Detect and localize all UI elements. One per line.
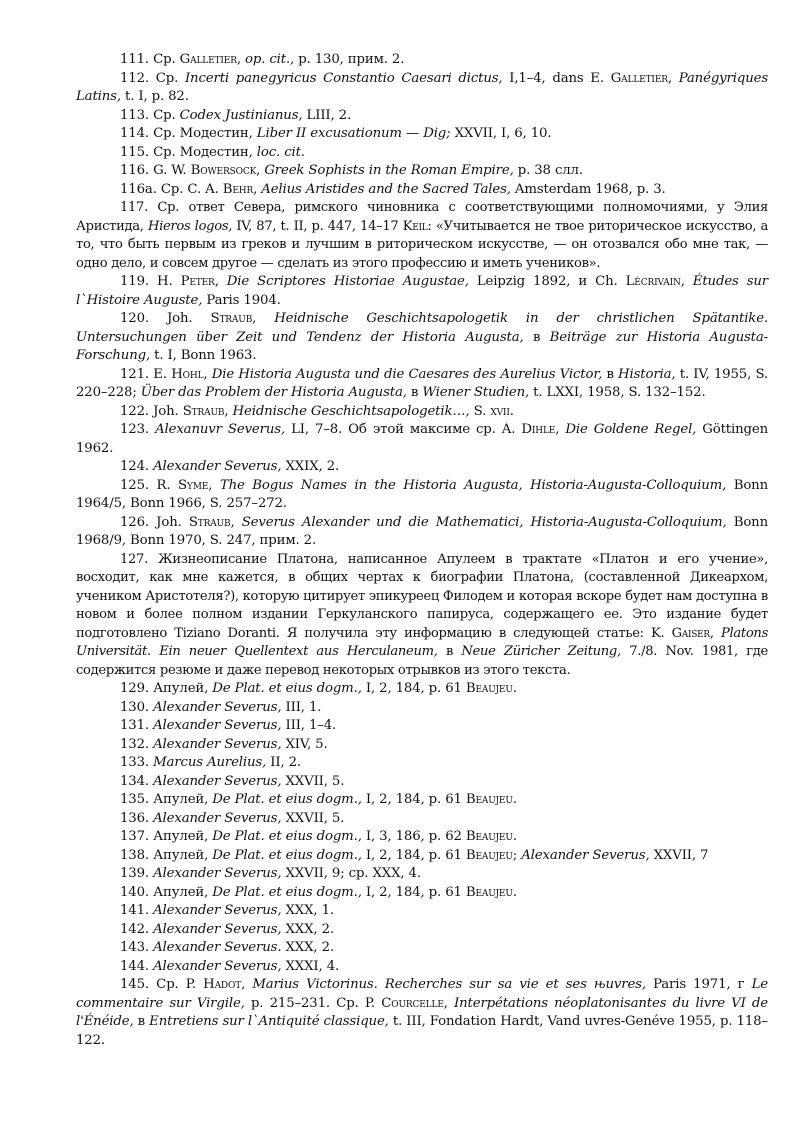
footnote-text: S.	[469, 403, 491, 419]
footnote-text: Göttingen 1962.	[76, 422, 769, 456]
footnote-text: ,	[555, 422, 566, 437]
italic-title: Incerti panegyricus Constantio Caesari dictus,	[184, 70, 503, 86]
italic-title: Alexander Severus,	[153, 773, 282, 789]
footnote-text: I, 2, 184, p. 61	[361, 792, 466, 807]
author-name: Hohl	[171, 366, 204, 382]
footnote-text: в	[406, 385, 423, 400]
footnote-text: Ср. Модестин,	[153, 144, 257, 160]
italic-title: Interpétations néoplatonisantes du livre VI de l'Énéide,	[76, 995, 769, 1029]
author-name: Straub	[182, 403, 225, 419]
footnote-text: XXX, 1.	[281, 903, 334, 918]
footnote-number: 113.	[120, 107, 150, 123]
footnote-text: ,	[443, 995, 455, 1011]
italic-title: Alexander Severus,	[153, 921, 282, 937]
footnote-text: t. I, Bonn 1963.	[150, 348, 257, 363]
italic-title: Historia,	[618, 366, 676, 382]
footnote-119	[76, 273, 768, 310]
footnote-text: t. I, p. 82.	[120, 89, 189, 104]
footnote-129	[76, 680, 768, 699]
footnote-138	[76, 847, 768, 866]
footnote-number: 143.	[120, 940, 150, 955]
italic-title: Alexander Severus,	[153, 736, 282, 752]
footnote-text: : «Учитывается не твое риторическое искусство, а то, что быть первым из греков и лучшим в риторическом искусстве, — он отозвался обо мне так, — одно дело, и совсем другое — сделать из этого профессию и иметь учеников».	[76, 218, 768, 271]
italic-title: Heidnische Geschichtsapologetik…,	[232, 403, 470, 419]
italic-title: Entretiens sur l`Antiquité classique,	[149, 1014, 389, 1029]
italic-title: Die Historia Augusta und die Caesares des Aurelius Victor,	[211, 366, 603, 382]
italic-title: Wiener Studien,	[422, 385, 530, 400]
footnote-text: ,	[230, 514, 242, 530]
footnote-text: I, 2, 184, p. 61	[361, 884, 466, 900]
footnote-116a	[76, 181, 768, 200]
author-name: Beaujeu	[465, 884, 513, 900]
footnote-text: ,	[236, 52, 245, 67]
italic-title: Liber II excusationum — Dig;	[256, 126, 451, 141]
footnote-number: 140.	[120, 884, 150, 900]
footnote-number: 121.	[120, 366, 150, 382]
footnote-number: 124.	[120, 459, 150, 474]
footnote-text: Bonn 1968/9, Bonn 1970, S. 247, прим. 2.	[76, 514, 769, 548]
footnote-text: Bonn 1964/5, Bonn 1966, S. 257–272.	[76, 477, 769, 511]
footnote-text: t. III, Fondation Hardt, Vand uvres-Genéve 1955, p. 118–122.	[76, 1014, 768, 1048]
footnote-text: Ср.	[153, 52, 180, 67]
footnote-text: p. 38 слл.	[513, 163, 583, 178]
footnote-text: Апулей,	[153, 847, 213, 863]
footnote-text: R.	[156, 477, 179, 493]
footnote-text: Апулей,	[153, 681, 213, 696]
footnote-text: II, 2.	[266, 755, 301, 770]
footnote-number: 111.	[120, 52, 150, 67]
author-name: Beaujeu	[465, 847, 513, 863]
footnote-text: t. IV, 1955, S. 220–228;	[76, 366, 769, 400]
footnote-number: 126.	[120, 514, 150, 530]
footnote-text: Joh.	[156, 514, 189, 530]
italic-title: Die Goldene Regel,	[565, 422, 697, 437]
footnote-130	[76, 699, 768, 718]
footnote-number: 145.	[120, 977, 150, 992]
footnote-136	[76, 810, 768, 829]
footnote-text: Ср. C. A.	[160, 181, 223, 197]
italic-title: Alexander Severus,	[153, 459, 282, 474]
footnote-135	[76, 791, 768, 810]
footnote-113	[76, 107, 768, 126]
italic-title: De Plat. et eius dogm.,	[212, 884, 362, 900]
italic-title: Heidnische Geschichtsapologetik in der christlichen Spätantike. Untersuchungen über Zeit und Tendenz der Historia Augusta,	[76, 311, 769, 345]
footnote-number: 144.	[120, 958, 150, 974]
footnote-111	[76, 51, 768, 70]
footnote-text: p. 130, прим. 2.	[294, 52, 405, 67]
footnote-125	[76, 477, 768, 514]
footnote-number: 122.	[120, 403, 150, 419]
italic-title: Platons Universität. Ein neuer Quellentext aus Herculaneum,	[76, 625, 768, 659]
footnote-number: 129.	[120, 681, 150, 696]
footnote-text: ,	[252, 311, 275, 326]
footnote-number: 117.	[120, 200, 148, 215]
italic-title: Le commentaire sur Virgile,	[76, 977, 769, 1011]
author-name: Galletier	[179, 52, 237, 67]
footnote-121	[76, 366, 768, 403]
author-name: Beaujeu	[465, 681, 513, 696]
footnote-145	[76, 976, 768, 1050]
italic-title: Severus Alexander und die Mathematici, Historia-Augusta-Colloquium,	[241, 514, 727, 530]
footnote-number: 112.	[120, 70, 150, 86]
footnote-text: III, 1.	[281, 699, 322, 715]
footnote-text: Joh.	[153, 403, 183, 419]
footnote-text: .	[509, 403, 514, 419]
footnote-text: ,	[203, 366, 212, 382]
italic-title: Alexander Severus,	[521, 847, 650, 863]
footnote-text: ,	[709, 625, 721, 641]
footnote-text: .	[512, 884, 517, 900]
footnote-137	[76, 828, 768, 847]
footnote-114	[76, 125, 768, 144]
footnote-144	[76, 958, 768, 977]
footnote-text: Joh.	[166, 311, 211, 326]
footnote-text: .	[512, 792, 517, 807]
footnote-number: 123.	[120, 422, 150, 437]
footnote-text: XXVII, 9; ср. XXX, 4.	[281, 866, 421, 881]
footnote-126	[76, 514, 768, 551]
italic-title: De Plat. et eius dogm.,	[212, 792, 362, 807]
footnote-text: ,	[241, 977, 253, 992]
footnote-text: G. W.	[153, 163, 191, 178]
footnote-142	[76, 921, 768, 940]
footnote-text: Апулей,	[153, 829, 213, 844]
footnote-text: Апулей,	[153, 884, 213, 900]
footnote-text: Amsterdam 1968, p. 3.	[510, 181, 666, 197]
author-name: Keil	[402, 218, 428, 234]
footnote-number: 136.	[120, 810, 150, 826]
footnote-number: 115.	[120, 144, 150, 160]
footnote-text: XXX, 2.	[281, 940, 334, 955]
footnote-text: ,	[253, 181, 262, 197]
footnote-number: 125.	[120, 477, 150, 493]
footnote-text: XXVII, 7	[649, 847, 709, 863]
footnote-123	[76, 421, 768, 458]
italic-title: Alexanuvr Severus,	[155, 422, 286, 437]
footnote-text: XXX, 2.	[281, 921, 334, 937]
footnote-text: Paris 1971, г	[645, 977, 752, 992]
footnote-text: ,	[667, 70, 679, 86]
footnote-number: 130.	[120, 699, 150, 715]
italic-title: De Plat. et eius dogm.,	[212, 847, 362, 863]
footnote-140	[76, 884, 768, 903]
footnote-text: Ср. Модестин,	[153, 126, 257, 141]
footnote-number: 132.	[120, 736, 150, 752]
footnote-number: 138.	[120, 847, 150, 863]
footnote-text: в	[523, 329, 550, 345]
footnote-text: III, 1–4.	[281, 718, 337, 733]
footnote-text: XXIX, 2.	[281, 459, 340, 474]
footnote-115	[76, 144, 768, 163]
footnote-text: XXVII, 5.	[281, 773, 345, 789]
footnote-text: E.	[153, 366, 172, 382]
footnote-text: ;	[512, 847, 522, 863]
italic-title: Marius Victorinus. Recherches sur sa vie et ses њuvres,	[252, 977, 646, 992]
italic-title: Aelius Aristides and the Sacred Tales,	[261, 181, 511, 197]
footnote-text: в	[437, 644, 462, 659]
footnote-text: ,	[214, 274, 227, 289]
footnote-133	[76, 754, 768, 773]
footnote-text: XXVII, I, 6, 10.	[450, 126, 552, 141]
italic-title: Alexander Severus.	[153, 940, 282, 955]
footnote-text: Ср. ответ Севера, римского чиновника с соответствующими полномочиями, у Элия Аристида,	[76, 200, 768, 234]
footnote-number: 133.	[120, 755, 150, 770]
author-name: Gaiser	[671, 625, 710, 641]
italic-title: Alexander Severus,	[153, 866, 282, 881]
italic-title: op. cit.,	[245, 52, 295, 67]
italic-title: Beiträge zur Historia Augusta-Forschung,	[76, 329, 768, 363]
footnote-text: t. LXXI, 1958, S. 132–152.	[529, 385, 706, 400]
footnote-text: XXVII, 5.	[281, 810, 345, 826]
footnote-text: p. 215–231. Ср. P.	[244, 995, 382, 1011]
footnote-text: Ср. P.	[156, 977, 204, 992]
footnote-number: 134.	[120, 773, 150, 789]
italic-title: Über das Problem der Historia Augusta,	[140, 385, 407, 400]
author-name: Dihle	[521, 422, 556, 437]
footnote-text: ,	[224, 403, 233, 419]
footnote-number: 131.	[120, 718, 150, 733]
footnote-text: ,	[208, 477, 220, 493]
footnote-text: H.	[157, 274, 181, 289]
footnote-text: Жизнеописание Платона, написанное Апулеем в трактате «Платон и его учение», восходит, как мне кажется, в общих чертах к биографии Платона, (составленной Дикеархом, учеником Аристотеля?), которую цитирует эпикуреец Филодем и которая вскоре будет нам доступна в новом и более полном издании Геркуланского папируса, содержащего ее. Это издание будет подготовлено Tiziano Doranti. Я получила эту информацию в следующей статье: K.	[76, 551, 768, 641]
footnote-text: IV, 87, t. II, p. 447, 14–17	[232, 218, 403, 234]
italic-title: Codex Justinianus,	[179, 107, 303, 123]
footnote-number: 139.	[120, 866, 150, 881]
author-name: Straub	[210, 311, 253, 326]
footnote-number: 135.	[120, 792, 150, 807]
italic-title: Alexander Severus,	[153, 718, 282, 733]
italic-title: Hieros logos,	[147, 218, 233, 234]
author-name: Hadot	[203, 977, 242, 992]
footnote-131	[76, 717, 768, 736]
author-name: Beaujeu	[465, 792, 513, 807]
footnote-text: Paris 1904.	[202, 292, 281, 308]
italic-title: De Plat. et eius dogm.,	[212, 681, 362, 696]
footnote-number: 116a.	[120, 181, 157, 197]
footnote-number: 114.	[120, 126, 150, 141]
italic-title: Alexander Severus,	[153, 699, 282, 715]
author-name: Peter	[180, 274, 215, 289]
footnote-text: LIII, 2.	[302, 107, 352, 123]
footnote-number: 141.	[120, 903, 150, 918]
italic-title: Marcus Aurelius,	[153, 755, 267, 770]
italic-title: Alexander Severus,	[153, 810, 282, 826]
italic-title: Die Scriptores Historiae Augustae,	[226, 274, 469, 289]
author-name: xvii	[490, 403, 510, 419]
italic-title: Alexander Severus,	[153, 903, 282, 918]
footnote-text: Ср.	[155, 70, 185, 86]
author-name: Courcelle	[381, 995, 444, 1011]
author-name: Behr	[222, 181, 254, 197]
footnote-text: I, 3, 186, p. 62	[361, 829, 466, 844]
author-name: Syme	[178, 477, 209, 493]
italic-title: The Bogus Names in the Historia Augusta, Historia-Augusta-Colloquium,	[219, 477, 727, 493]
italic-title: Neue Züricher Zeitung,	[461, 644, 621, 659]
footnote-112	[76, 70, 768, 107]
footnote-122	[76, 403, 768, 422]
footnote-116	[76, 162, 768, 181]
footnote-134	[76, 773, 768, 792]
footnote-text: Leipzig 1892, и Ch.	[468, 274, 626, 289]
footnote-text: LI, 7–8. Об этой максиме ср. A.	[285, 422, 522, 437]
footnote-number: 142.	[120, 921, 150, 937]
footnote-number: 137.	[120, 829, 150, 844]
footnote-117	[76, 199, 768, 273]
italic-title: Panégyriques Latins,	[76, 70, 769, 104]
footnotes-page	[76, 51, 768, 1050]
italic-title: Greek Sophists in the Roman Empire,	[264, 163, 514, 178]
footnote-text: .	[512, 829, 517, 844]
footnote-141	[76, 902, 768, 921]
footnote-143	[76, 939, 768, 958]
author-name: Lécrivain	[625, 274, 681, 289]
footnote-text: Ср.	[153, 107, 180, 123]
footnote-text: I,1–4, dans E.	[502, 70, 611, 86]
footnote-number: 119.	[120, 274, 150, 289]
footnote-number: 127.	[120, 551, 148, 567]
author-name: Galletier	[610, 70, 668, 86]
footnote-139	[76, 865, 768, 884]
italic-title: Études sur l`Histoire Auguste,	[76, 274, 769, 308]
footnote-number: 120.	[120, 311, 150, 326]
footnote-text: Апулей,	[153, 792, 213, 807]
italic-title: De Plat. et eius dogm.,	[212, 829, 362, 844]
italic-title: loc. cit.	[256, 144, 305, 160]
footnote-120	[76, 310, 768, 366]
footnote-text: XXXI, 4.	[281, 958, 340, 974]
footnote-127	[76, 551, 768, 681]
author-name: Straub	[188, 514, 231, 530]
footnote-text: I, 2, 184, p. 61	[361, 847, 466, 863]
footnote-text: 7./8. Nov. 1981, где содержится резюме и даже перевод некоторых отрывков из этого текста.	[76, 644, 769, 678]
footnote-text: ,	[256, 163, 265, 178]
footnote-132	[76, 736, 768, 755]
author-name: Beaujeu	[465, 829, 513, 844]
author-name: Bowersock	[190, 163, 257, 178]
footnote-124	[76, 458, 768, 477]
italic-title: Alexander Severus,	[153, 958, 282, 974]
footnote-text: ,	[680, 274, 693, 289]
footnote-number: 116.	[120, 163, 150, 178]
footnote-text: I, 2, 184, p. 61	[361, 681, 466, 696]
footnote-text: в	[602, 366, 619, 382]
footnote-text: .	[512, 681, 517, 696]
footnote-text: XIV, 5.	[281, 736, 328, 752]
footnote-text: в	[133, 1014, 150, 1029]
